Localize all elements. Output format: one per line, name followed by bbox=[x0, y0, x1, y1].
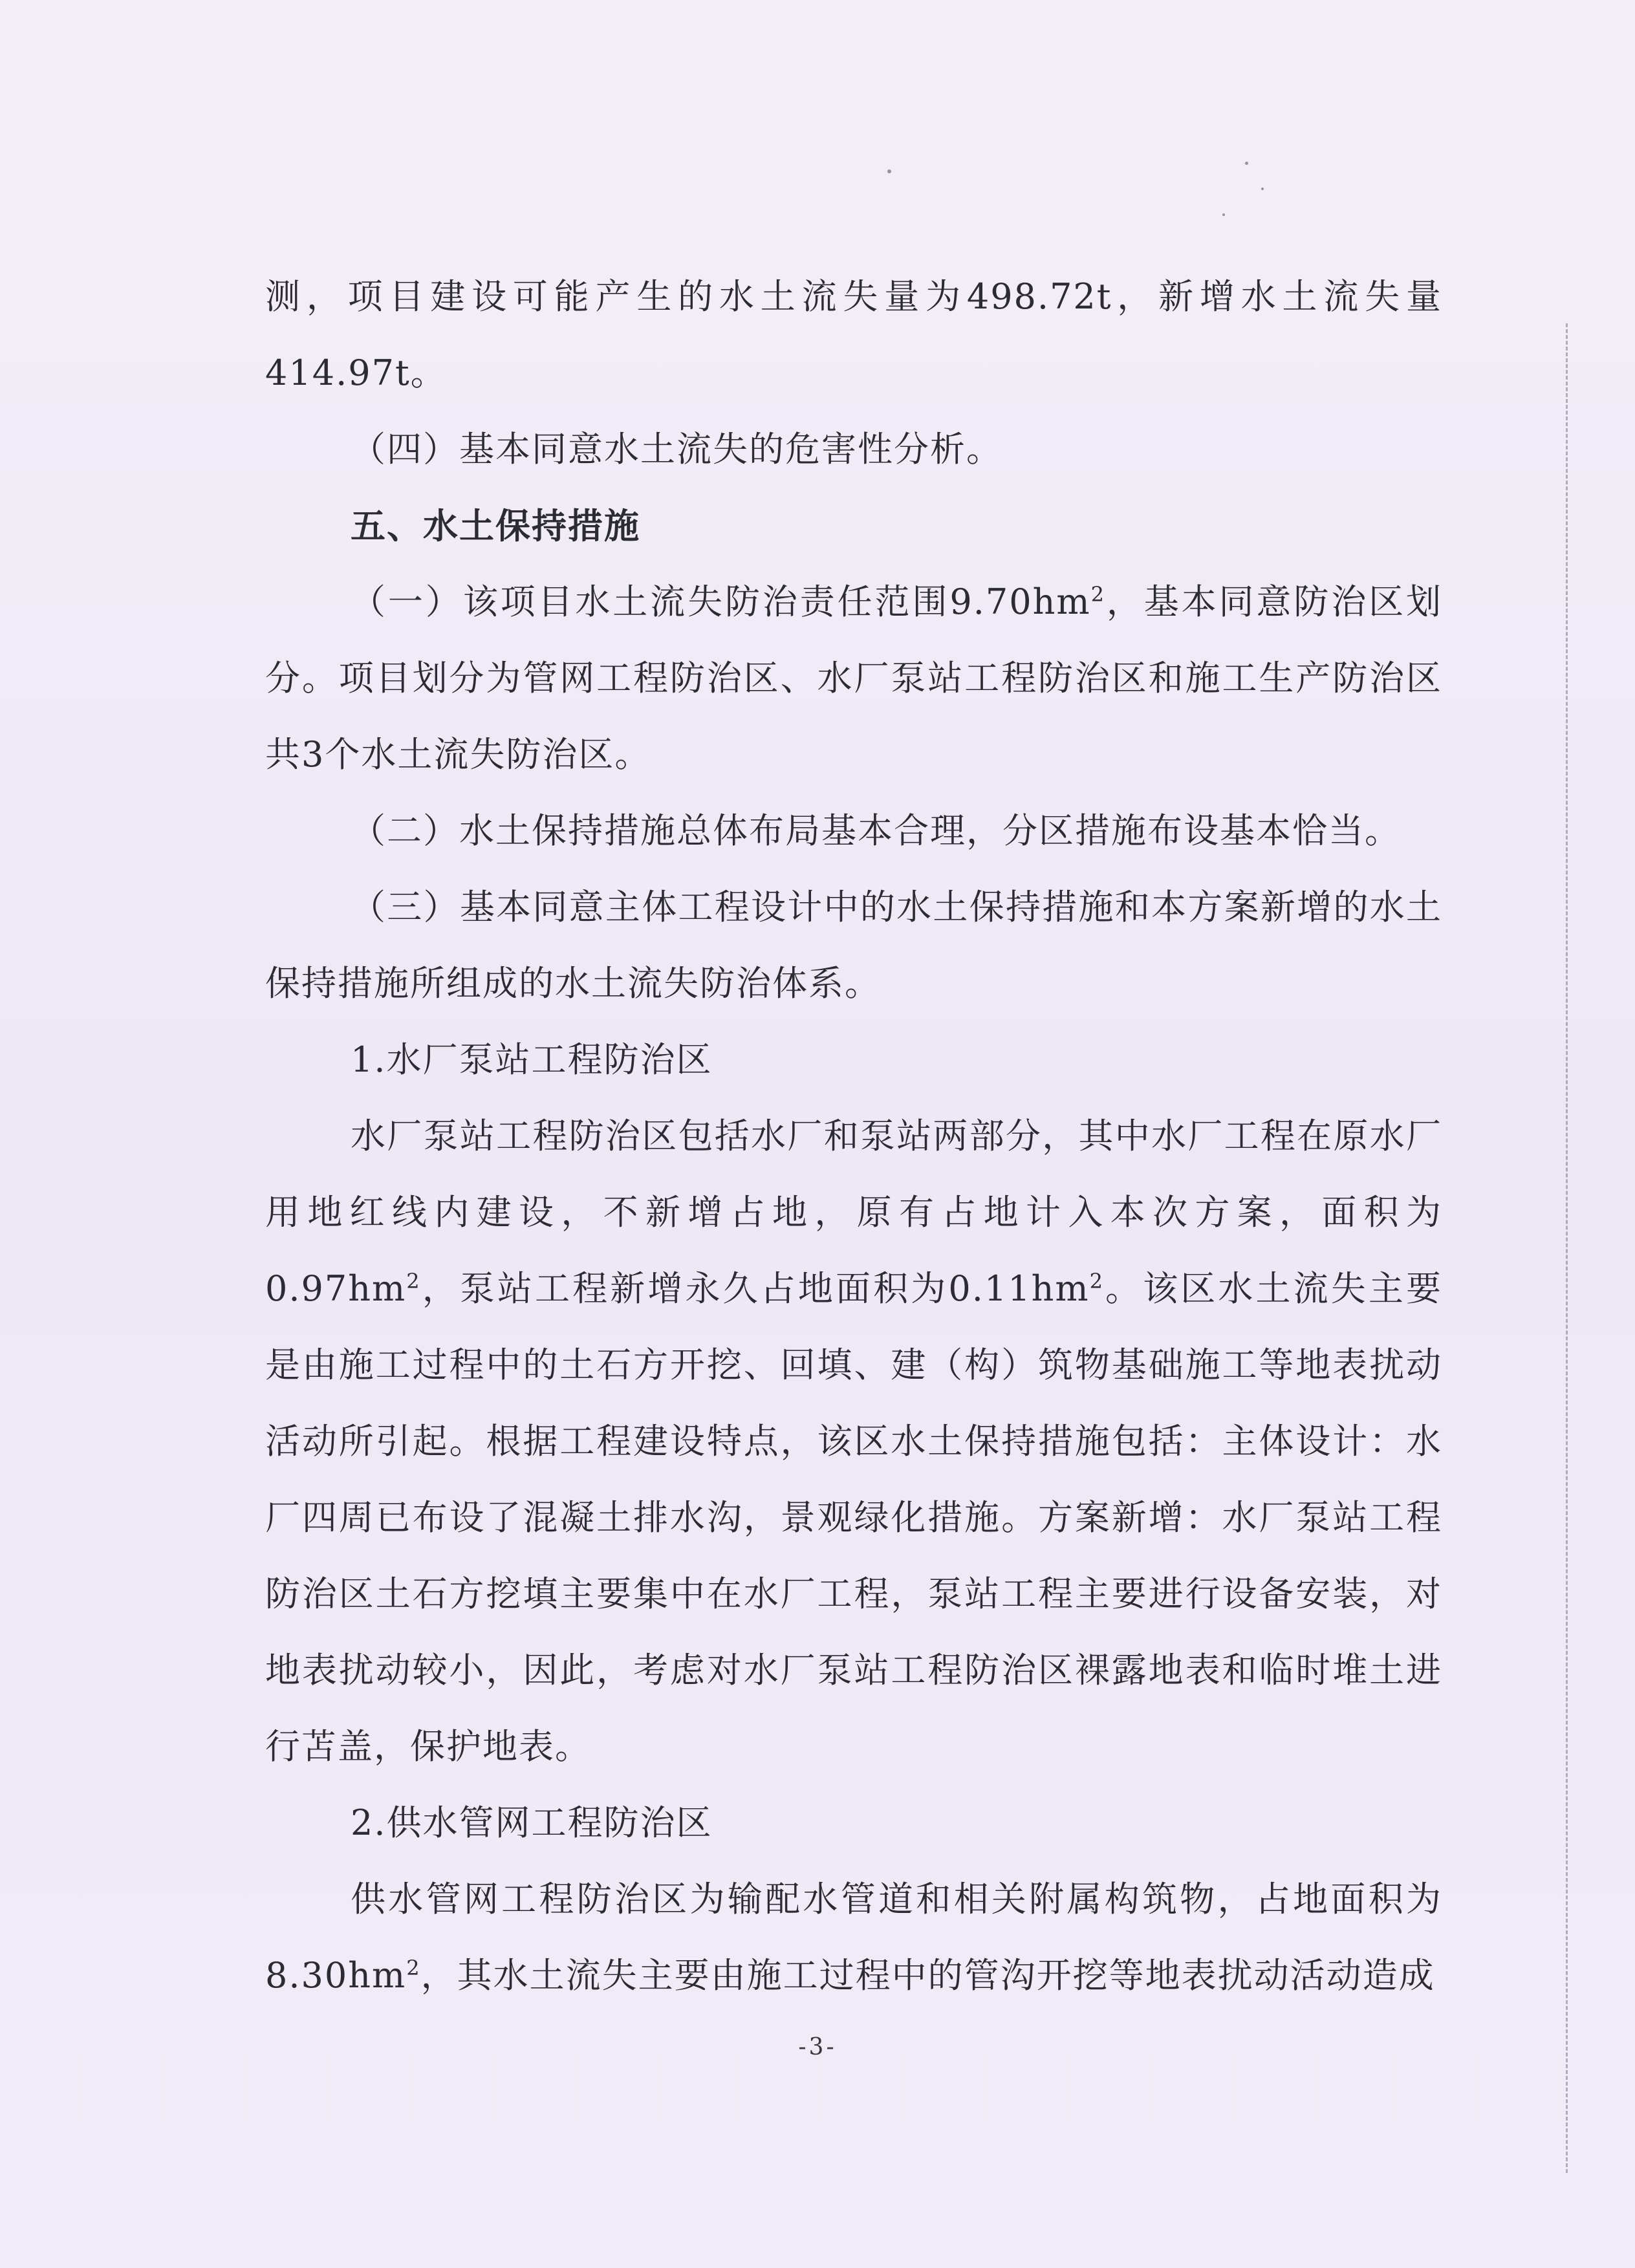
superscript: 2 bbox=[1090, 582, 1105, 607]
paragraph-item-4: （四）基本同意水土流失的危害性分析。 bbox=[351, 429, 1002, 470]
subheading-1: 1.水厂泵站工程防治区 bbox=[351, 1039, 713, 1080]
scan-edge-line bbox=[1566, 323, 1568, 2173]
paragraph-item-2: （二）水土保持措施总体布局基本合理，分区措施布设基本恰当。 bbox=[351, 810, 1401, 851]
paragraph-subsection-1: 水厂泵站工程防治区包括水厂和泵站两部分，其中水厂工程在原水厂用地红线内建设，不新增占地，原有占地计入本次方案，面积为$0.97hm^2$，泵站工程新增永久占地面积为$0.11hm^2$。该区水土流失主要是由施工过程中的土石方开挖、回填、建（构）筑物基础施工等地表扰动活动所引起。根据工程建设特点，该区水土保持措施包括：主体设计：水厂四周已布设了混凝土排水沟，景观绿化措施。方案新增：水厂泵站工程防治区土石方挖填主要集中在水厂工程，泵站工程主要进行设备安装，对地表扰动较小，因此，考虑对水厂泵站工程防治区裸露地表和临时堆土进行苫盖，保护地表。 bbox=[265, 1116, 1443, 1767]
scan-speck bbox=[1261, 188, 1264, 190]
page-number: -3- bbox=[798, 2034, 837, 2060]
scan-speck bbox=[1222, 213, 1225, 216]
superscript: 2 bbox=[406, 1956, 421, 1980]
subheading-2: 2.供水管网工程防治区 bbox=[351, 1802, 713, 1843]
document-body bbox=[265, 259, 1442, 2014]
section-heading: 五、水土保持措施 bbox=[351, 505, 640, 546]
paragraph-subsection-2: 供水管网工程防治区为输配水管道和相关附属构筑物，占地面积为$8.30hm^2$，其水土流失主要由施工过程中的管沟开挖等地表扰动活动造成 bbox=[265, 1879, 1442, 1996]
paragraph-item-1: （一）该项目水土流失防治责任范围$9.70hm^2$，基本同意防治区划分。项目划分为管网工程防治区、水厂泵站工程防治区和施工生产防治区共3个水土流失防治区。 bbox=[265, 581, 1443, 775]
paragraph-continuation: 测，项目建设可能产生的水土流失量为498.72t，新增水土流失量414.97t。 bbox=[265, 276, 1442, 393]
superscript: 2 bbox=[406, 1269, 421, 1293]
scan-speck bbox=[1245, 162, 1248, 165]
paragraph-item-3: （三）基本同意主体工程设计中的水土保持措施和本方案新增的水土保持措施所组成的水土流失防治体系。 bbox=[265, 887, 1442, 1004]
superscript: 2 bbox=[1089, 1269, 1104, 1293]
scan-speck bbox=[887, 169, 891, 173]
